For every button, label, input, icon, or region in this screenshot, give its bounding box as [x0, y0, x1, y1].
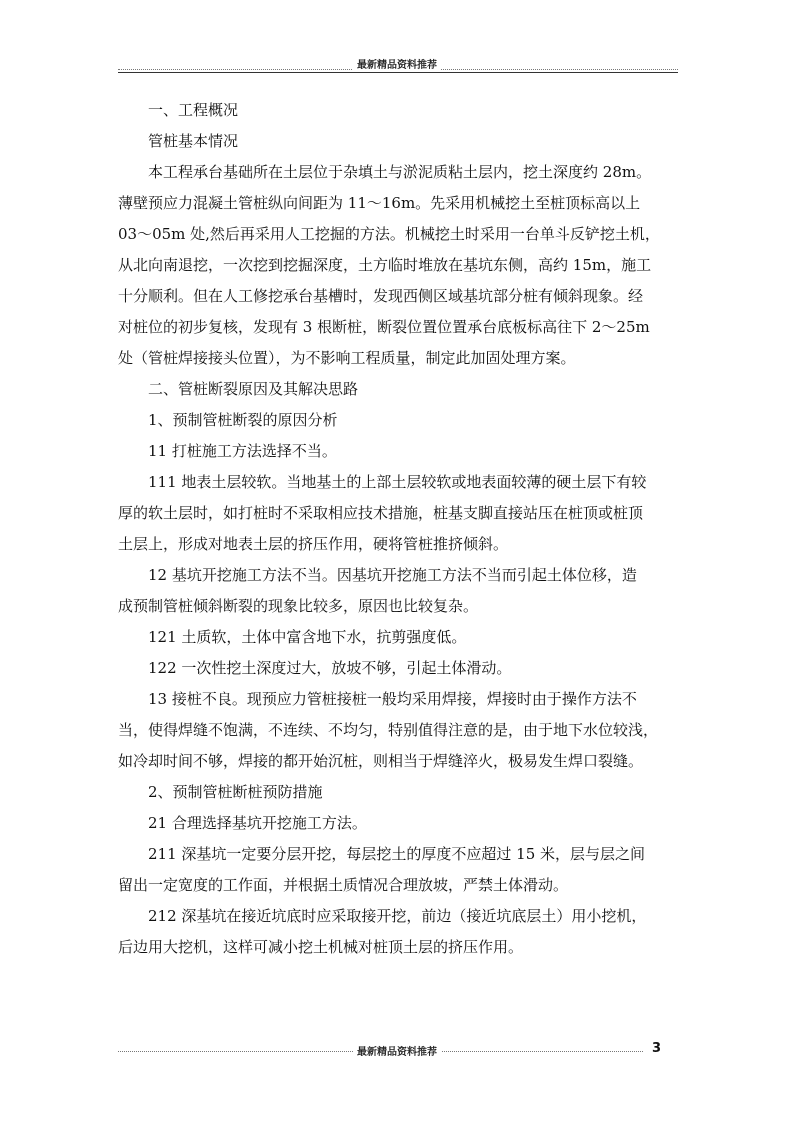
paragraph-line: 122 一次性挖土深度过大，放坡不够，引起土体滑动。	[148, 659, 512, 677]
section-heading: 二、管桩断裂原因及其解决思路	[148, 380, 359, 398]
paragraph-line: 当，使得焊缝不饱满，不连续、不均匀，特别值得注意的是，由于地下水位较浅，	[118, 721, 659, 739]
paragraph-line: 03～05m 处,然后再采用人工挖掘的方法。机械挖土时采用一台单斗反铲挖土机，	[118, 225, 660, 243]
paragraph-line: 12 基坑开挖施工方法不当。因基坑开挖施工方法不当而引起土体位移，造	[148, 566, 637, 584]
paragraph-line: 13 接桩不良。现预应力管桩接桩一般均采用焊接，焊接时由于操作方法不	[148, 690, 637, 708]
paragraph-line: 留出一定宽度的工作面，并根据土质情况合理放坡，严禁土体滑动。	[118, 876, 569, 894]
paragraph-line: 成预制管桩倾斜断裂的现象比较多，原因也比较复杂。	[118, 597, 479, 615]
paragraph-line: 11 打桩施工方法选择不当。	[148, 442, 337, 460]
paragraph-line: 211 深基坑一定要分层开挖，每层挖土的厚度不应超过 15 米，层与层之间	[148, 845, 646, 863]
section-heading: 一、工程概况	[148, 101, 239, 119]
subsection-heading: 管桩基本情况	[148, 132, 239, 150]
paragraph-line: 21 合理选择基坑开挖施工方法。	[148, 814, 367, 832]
page-number: 3	[652, 1041, 662, 1056]
header-rule	[118, 72, 678, 73]
paragraph-line: 薄壁预应力混凝土管桩纵向间距为 11～16m。先采用机械挖土至桩顶标高以上	[118, 194, 641, 212]
document-body	[118, 95, 678, 963]
paragraph-line: 土层上，形成对地表土层的挤压作用，硬将管桩推挤倾斜。	[118, 535, 509, 553]
paragraph-line: 厚的软土层时，如打桩时不采取相应技术措施，桩基支脚直接站压在桩顶或桩顶	[118, 504, 644, 522]
paragraph-line: 如冷却时间不够，焊接的都开始沉桩，则相当于焊缝淬火，极易发生焊口裂缝。	[118, 752, 644, 770]
paragraph-line: 从北向南退挖，一次挖到挖掘深度，土方临时堆放在基坑东侧，高约 15m，施工	[118, 256, 652, 274]
paragraph-line: 212 深基坑在接近坑底时应采取接开挖，前边（接近坑底层土）用小挖机，	[148, 907, 647, 925]
paragraph-line: 本工程承台基础所在土层位于杂填土与淤泥质粘土层内，挖土深度约 28m。	[148, 163, 652, 181]
page-header: 最新精品资料推荐	[0, 56, 794, 71]
page-footer: 最新精品资料推荐	[0, 1043, 794, 1058]
subsection-heading: 2、预制管桩断桩预防措施	[148, 783, 323, 801]
paragraph-line: 后边用大挖机，这样可减小挖土机械对桩顶土层的挤压作用。	[118, 938, 524, 956]
paragraph-line: 对桩位的初步复核，发现有 3 根断桩，断裂位置位置承台底板标高往下 2～25m	[118, 318, 650, 336]
paragraph-line: 111 地表土层较软。当地基土的上部土层较软或地表面较薄的硬土层下有较	[148, 473, 647, 491]
paragraph-line: 十分顺利。但在人工修挖承台基槽时，发现西侧区域基坑部分桩有倾斜现象。经	[118, 287, 644, 305]
paragraph-line: 121 土质软，土体中富含地下水，抗剪强度低。	[148, 628, 467, 646]
paragraph-line: 处（管桩焊接接头位置），为不影响工程质量，制定此加固处理方案。	[118, 349, 576, 367]
subsection-heading: 1、预制管桩断裂的原因分析	[148, 411, 338, 429]
